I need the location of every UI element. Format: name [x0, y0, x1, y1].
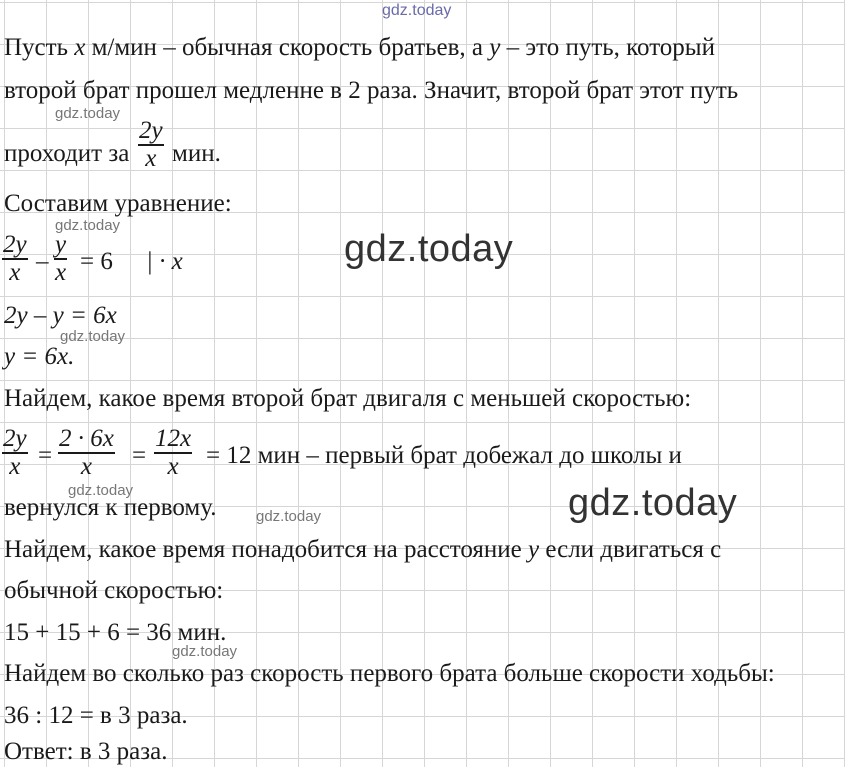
variable-y: y	[528, 536, 540, 563]
text-line-9: 15 + 15 + 6 = 36 мин.	[4, 619, 227, 646]
eq1-minus: –	[36, 248, 49, 275]
eq4-fraction-3	[154, 426, 192, 480]
variable-x: x	[74, 34, 86, 61]
text-line-1	[4, 34, 715, 62]
answer-line: Ответ: в 3 раза.	[4, 738, 168, 765]
fraction-numerator: 2 · 6x	[59, 425, 114, 452]
watermark-small: gdz.today	[60, 328, 126, 345]
text-line-6: вернулся к первому.	[4, 494, 217, 521]
eq3: y = 6x.	[4, 343, 75, 370]
watermark-small: gdz.today	[68, 482, 134, 499]
text-segment: – это путь, который	[500, 34, 715, 61]
watermark-large: gdz.today	[568, 482, 738, 524]
eq1-rest: = 6	[80, 248, 113, 275]
eq2: 2y – y = 6x	[4, 302, 117, 329]
watermark-small: gdz.today	[256, 508, 322, 525]
eq1-multiplier: | · x	[146, 248, 183, 275]
text-line-5: Найдем, какое время второй брат двигаля с меньшей скоростью:	[4, 385, 692, 412]
fraction-numerator: 2y	[139, 117, 163, 144]
eq4-fraction-2	[58, 426, 115, 480]
watermark-large: gdz.today	[344, 228, 514, 270]
fraction-denominator: x	[145, 144, 157, 172]
text-line-10: Найдем во сколько раз скорость первого брата больше скорости ходьбы:	[4, 660, 775, 687]
variable-y: y	[489, 34, 501, 61]
text-line-11: 36 : 12 = в 3 раза.	[4, 702, 188, 729]
text-line-8: обычной скоростью:	[4, 577, 224, 604]
text-line-7	[4, 536, 721, 564]
fraction-denominator: x	[167, 452, 179, 480]
text-segment: Найдем, какое время понадобится на расстояние	[4, 536, 529, 563]
text-segment: Пусть	[4, 34, 75, 61]
eq4-fraction-1	[2, 426, 28, 480]
watermark-top: gdz.today	[382, 2, 452, 19]
fraction-denominator: x	[55, 258, 67, 286]
fraction-2y-over-x	[138, 118, 164, 172]
text-line-4: Составим уравнение:	[4, 190, 232, 217]
text-line-2: второй брат прошел медленне в 2 раза. Значит, второй брат этот путь	[4, 77, 739, 104]
eq4-equals: =	[132, 442, 147, 469]
fraction-denominator: x	[80, 452, 92, 480]
fraction-numerator: 2y	[3, 231, 27, 258]
watermark-small: gdz.today	[55, 105, 121, 122]
eq4-rest: = 12 мин – первый брат добежал до школы и	[206, 442, 682, 469]
text-line-3-end: мин.	[172, 140, 221, 167]
text-segment: если двигаться с	[539, 536, 722, 563]
fraction-numerator: 2y	[3, 425, 27, 452]
fraction-numerator: 12x	[155, 425, 192, 452]
text-line-3-start: проходит за	[4, 140, 130, 167]
watermark-small: gdz.today	[172, 643, 238, 660]
eq1-fraction-2	[54, 232, 67, 286]
fraction-numerator: y	[55, 231, 67, 258]
fraction-denominator: x	[9, 258, 21, 286]
watermark-small: gdz.today	[55, 217, 121, 234]
fraction-denominator: x	[9, 452, 21, 480]
eq4-equals: =	[38, 442, 53, 469]
eq1-fraction-1	[2, 232, 28, 286]
text-segment: м/мин – обычная скорость братьев, а	[85, 34, 490, 61]
